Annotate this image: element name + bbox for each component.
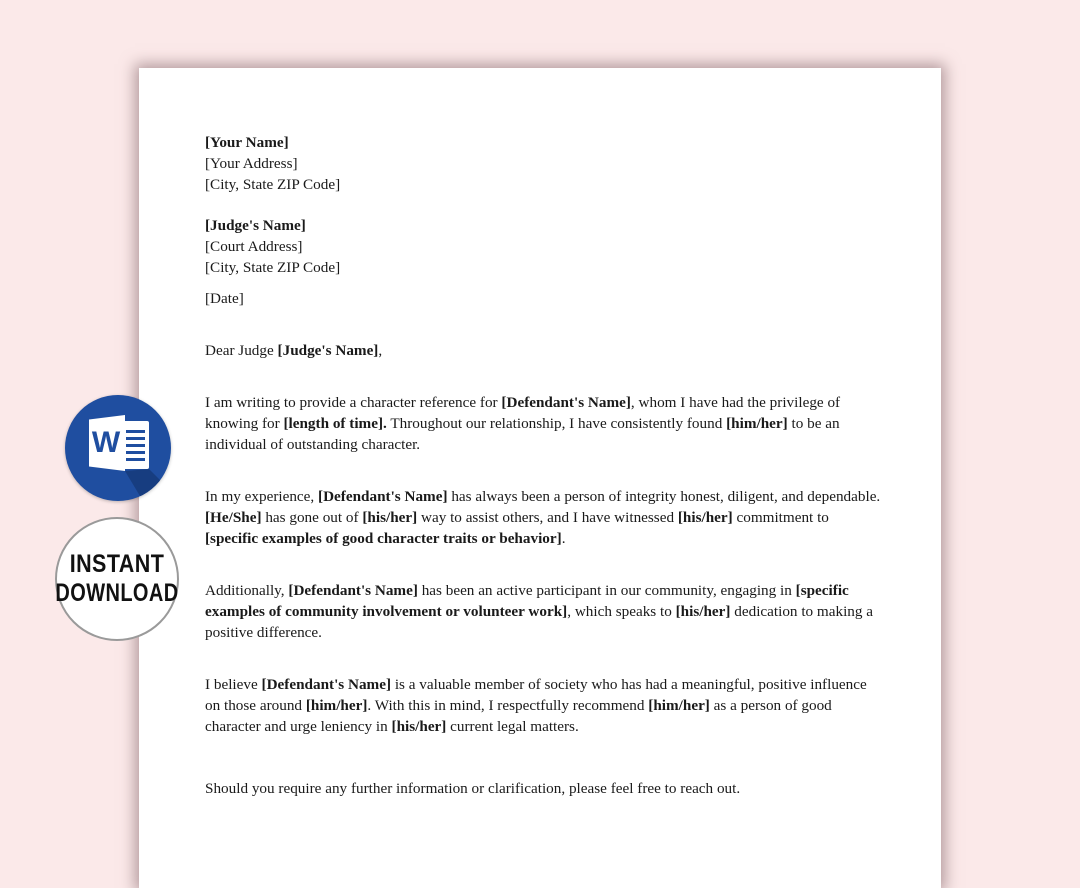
badge-line-instant: INSTANT: [69, 550, 165, 578]
instant-download-badge: [55, 517, 179, 641]
salutation: Dear Judge [Judge's Name],: [205, 342, 383, 359]
paragraph-4: I believe [Defendant's Name] is a valuable member of society who has had a meaningful, positive influence on those around [him/her]. With this in mind, I respectfully recommend [him/her] as a person of good character and urge leniency in [his/her] current legal matters.: [205, 676, 867, 735]
document-page: [139, 68, 941, 888]
badge-line-download: DOWNLOAD: [55, 579, 179, 607]
recipient-address: [Court Address]: [205, 238, 303, 255]
recipient-block: [205, 215, 885, 278]
sender-block: [205, 132, 885, 195]
recipient-city: [City, State ZIP Code]: [205, 259, 341, 276]
sender-address: [Your Address]: [205, 155, 298, 172]
paragraph-5: Should you require any further information or clarification, please feel free to reach out.: [205, 780, 741, 797]
paragraph-2: In my experience, [Defendant's Name] has always been a person of integrity honest, diligent, and dependable. [He/She] has gone out of [his/her] way to assist others, and I have witnessed [his/her] commitment to [specific examples of good character traits or behavior].: [205, 488, 881, 547]
sender-city: [City, State ZIP Code]: [205, 176, 341, 193]
letter-body: [205, 132, 885, 799]
recipient-name: [Judge's Name]: [205, 217, 306, 234]
paragraph-1: I am writing to provide a character reference for [Defendant's Name], whom I have had the privilege of knowing for [length of time]. Throughout our relationship, I have consistently found [him/her] to be an individual of outstanding character.: [205, 394, 841, 453]
word-w-letter: W: [91, 426, 121, 459]
paragraph-3: Additionally, [Defendant's Name] has been an active participant in our community, engaging in [specific examples of community involvement or volunteer work], which speaks to [his/her] dedication to making a positive difference.: [205, 582, 874, 641]
letter-date: [Date]: [205, 290, 244, 307]
microsoft-word-icon: [65, 395, 171, 501]
sender-name: [Your Name]: [205, 134, 289, 151]
